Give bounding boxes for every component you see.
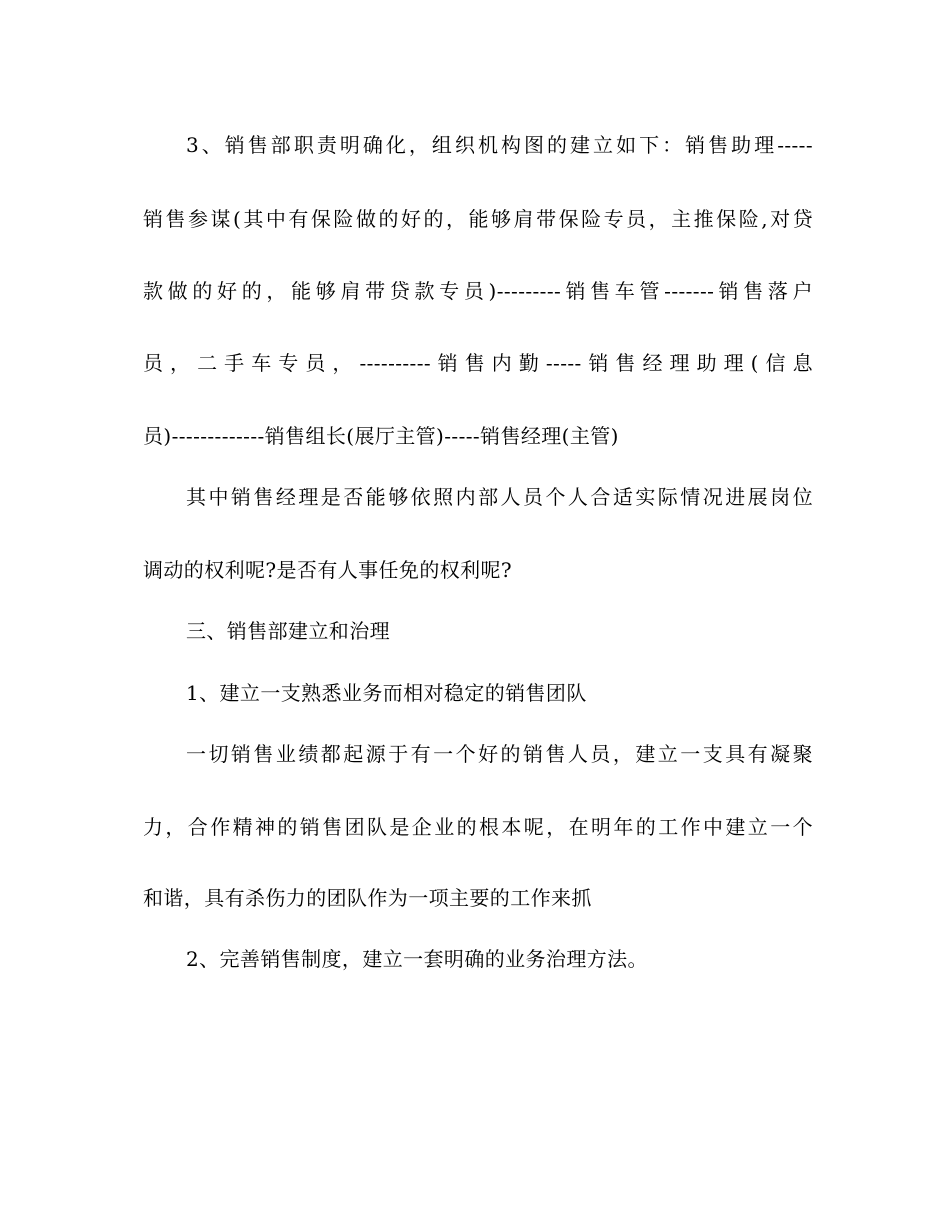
section-heading: 三、销售部建立和治理: [186, 619, 390, 643]
paragraph-line: 3、销售部职责明确化，组织机构图的建立如下：销售助理-----: [186, 133, 813, 157]
paragraph-line: 调动的权利呢?是否有人事任免的权利呢?: [143, 558, 513, 582]
paragraph-line: 和谐，具有杀伤力的团队作为一项主要的工作来抓: [143, 886, 592, 910]
paragraph-line: 销售参谋(其中有保险做的好的，能够肩带保险专员，主推保险,对贷: [143, 207, 813, 231]
paragraph-line: 员，二手车专员，----------销售内勤-----销售经理助理(信息: [143, 351, 813, 375]
paragraph-line: 员)-------------销售组长(展厅主管)-----销售经理(主管): [143, 424, 619, 448]
subsection-heading: 1、建立一支熟悉业务而相对稳定的销售团队: [186, 681, 587, 705]
paragraph-line: 其中销售经理是否能够依照内部人员个人合适实际情况进展岗位: [186, 485, 813, 509]
paragraph-line: 一切销售业绩都起源于有一个好的销售人员，建立一支具有凝聚: [186, 742, 813, 766]
paragraph-line: 款做的好的，能够肩带贷款专员)---------销售车管-------销售落户: [143, 279, 813, 303]
paragraph-line: 力，合作精神的销售团队是企业的根本呢，在明年的工作中建立一个: [143, 815, 813, 839]
subsection-heading: 2、完善销售制度，建立一套明确的业务治理方法。: [186, 947, 648, 971]
